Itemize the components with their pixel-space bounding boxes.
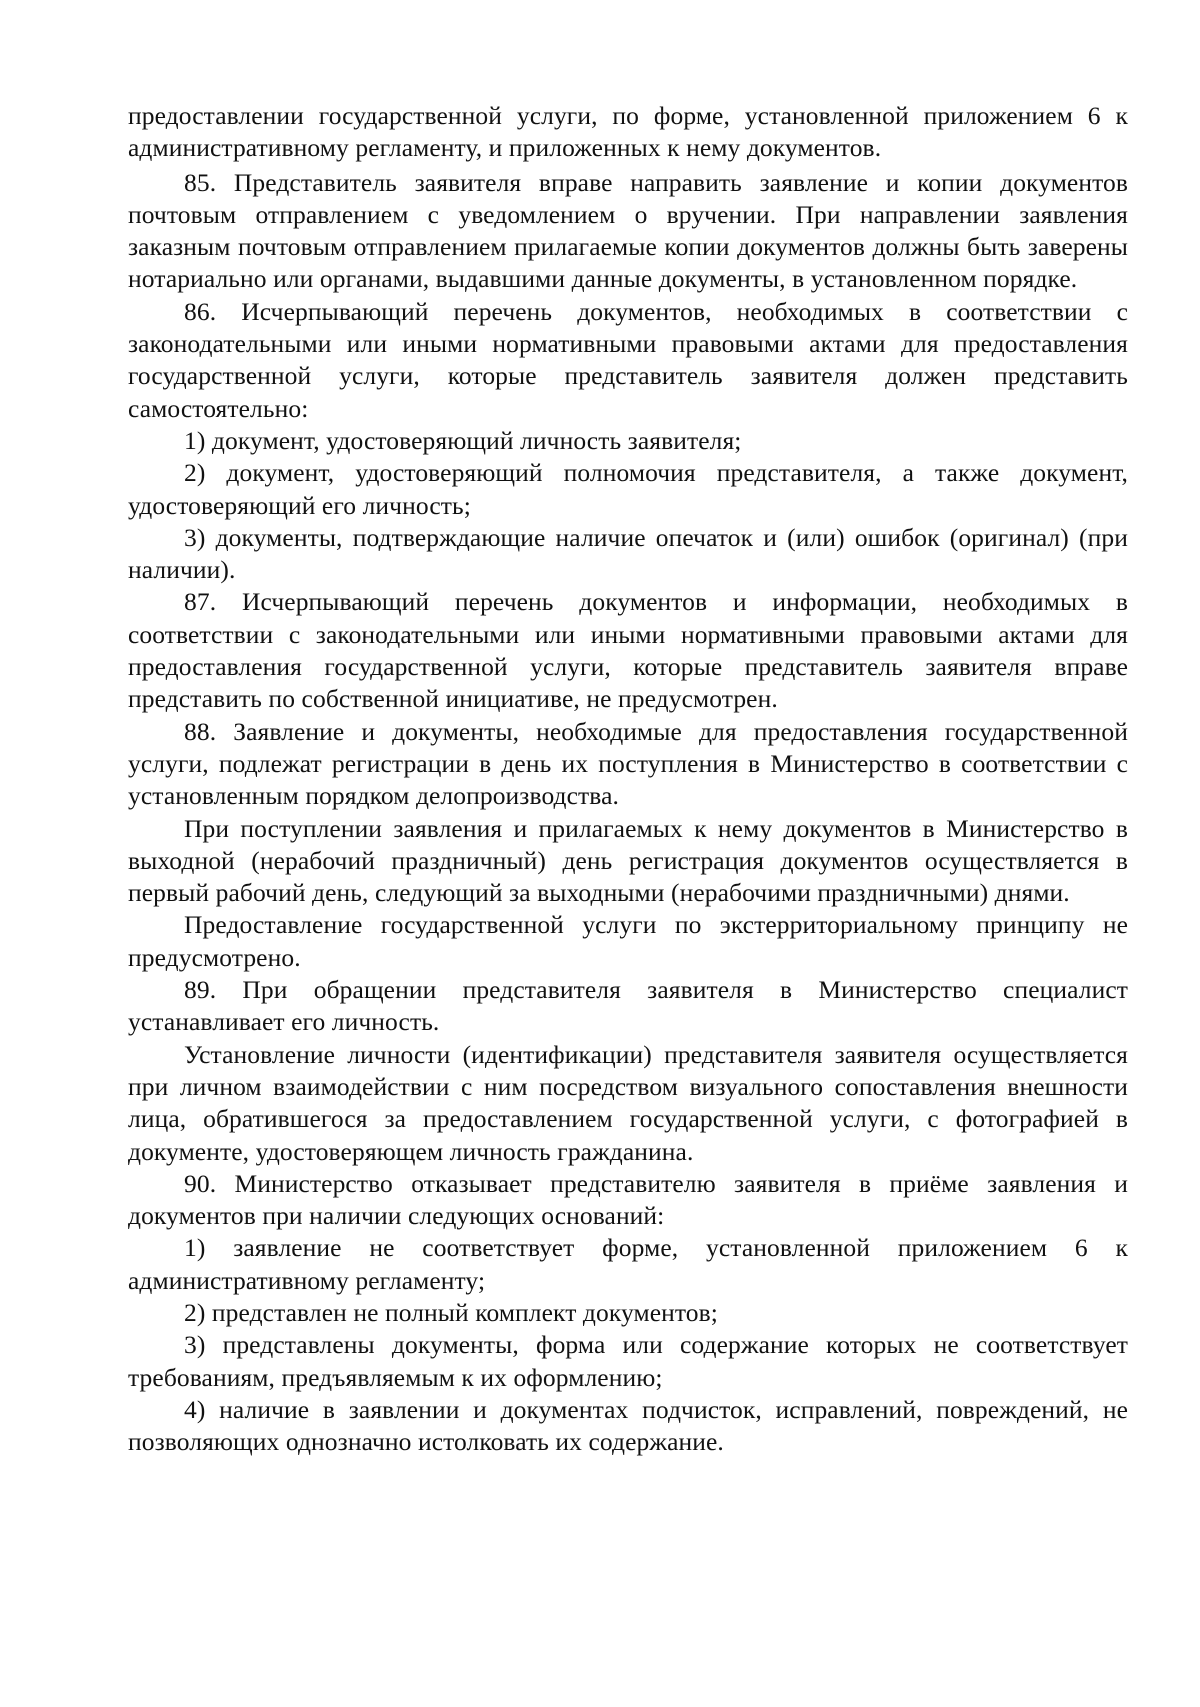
paragraph-89: 89. При обращении представителя заявителя в Министерство специалист устанавливает его личность. [128, 975, 1128, 1037]
list-item-86-1: 1) документ, удостоверяющий личность заявителя; [184, 425, 742, 455]
paragraph-88-registration: При поступлении заявления и прилагаемых к нему документов в Министерство в выходной (нерабочий праздничный) день регистрация документов осуществляется в первый рабочий день, следующий за выходными (нерабочими праздничными) днями. [128, 813, 1128, 908]
paragraph-89-identification: Установление личности (идентификации) представителя заявителя осуществляется при личном взаимодействии с ним посредством визуального сопоставления внешности лица, обратившегося за предоставлением государственной услуги, с фотографией в документе, удостоверяющем личность гражданина. [128, 1039, 1128, 1166]
paragraph-continuation: предоставлении государственной услуги, по форме, установленной приложением 6 к административному регламенту, и приложенных к нему документов. [128, 101, 1128, 163]
document-body [128, 100, 1128, 1458]
paragraph-87: 87. Исчерпывающий перечень документов и информации, необходимых в соответствии с законодательными или иными нормативными правовыми актами для предоставления государственной услуги, которые представитель заявителя вправе представить по собственной инициативе, не предусмотрен. [128, 587, 1128, 714]
list-item-90-2: 2) представлен не полный комплект документов; [184, 1297, 718, 1327]
paragraph-86: 86. Исчерпывающий перечень документов, необходимых в соответствии с законодательными или иными нормативными правовыми актами для предоставления государственной услуги, которые представитель заявителя должен представить самостоятельно: [128, 296, 1128, 423]
paragraph-90: 90. Министерство отказывает представителю заявителя в приёме заявления и документов при наличии следующих оснований: [128, 1168, 1128, 1231]
list-item-90-1: 1) заявление не соответствует форме, установленной приложением 6 к административному регламенту; [128, 1233, 1128, 1295]
paragraph-88: 88. Заявление и документы, необходимые для предоставления государственной услуги, подлежат регистрации в день их поступления в Министерство в соответствии с установленным порядком делопроизводства. [128, 716, 1128, 811]
list-item-90-4: 4) наличие в заявлении и документах подчисток, исправлений, повреждений, не позволяющих однозначно истолковать их содержание. [128, 1394, 1128, 1457]
list-item-86-2: 2) документ, удостоверяющий полномочия представителя, а также документ, удостоверяющий его личность; [128, 458, 1128, 520]
paragraph-88-extraterritorial: Предоставление государственной услуги по экстерриториальному принципу не предусмотрено. [128, 910, 1128, 972]
list-item-86-3: 3) документы, подтверждающие наличие опечаток и (или) ошибок (оригинал) (при наличии). [128, 522, 1128, 585]
list-item-90-3: 3) представлены документы, форма или содержание которых не соответствует требованиям, предъявляемым к их оформлению; [128, 1330, 1128, 1392]
paragraph-85: 85. Представитель заявителя вправе направить заявление и копии документов почтовым отправлением с уведомлением о вручении. При направлении заявления заказным почтовым отправлением прилагаемые копии документов должны быть заверены нотариально или органами, выдавшими данные документы, в установленном порядке. [128, 167, 1128, 294]
